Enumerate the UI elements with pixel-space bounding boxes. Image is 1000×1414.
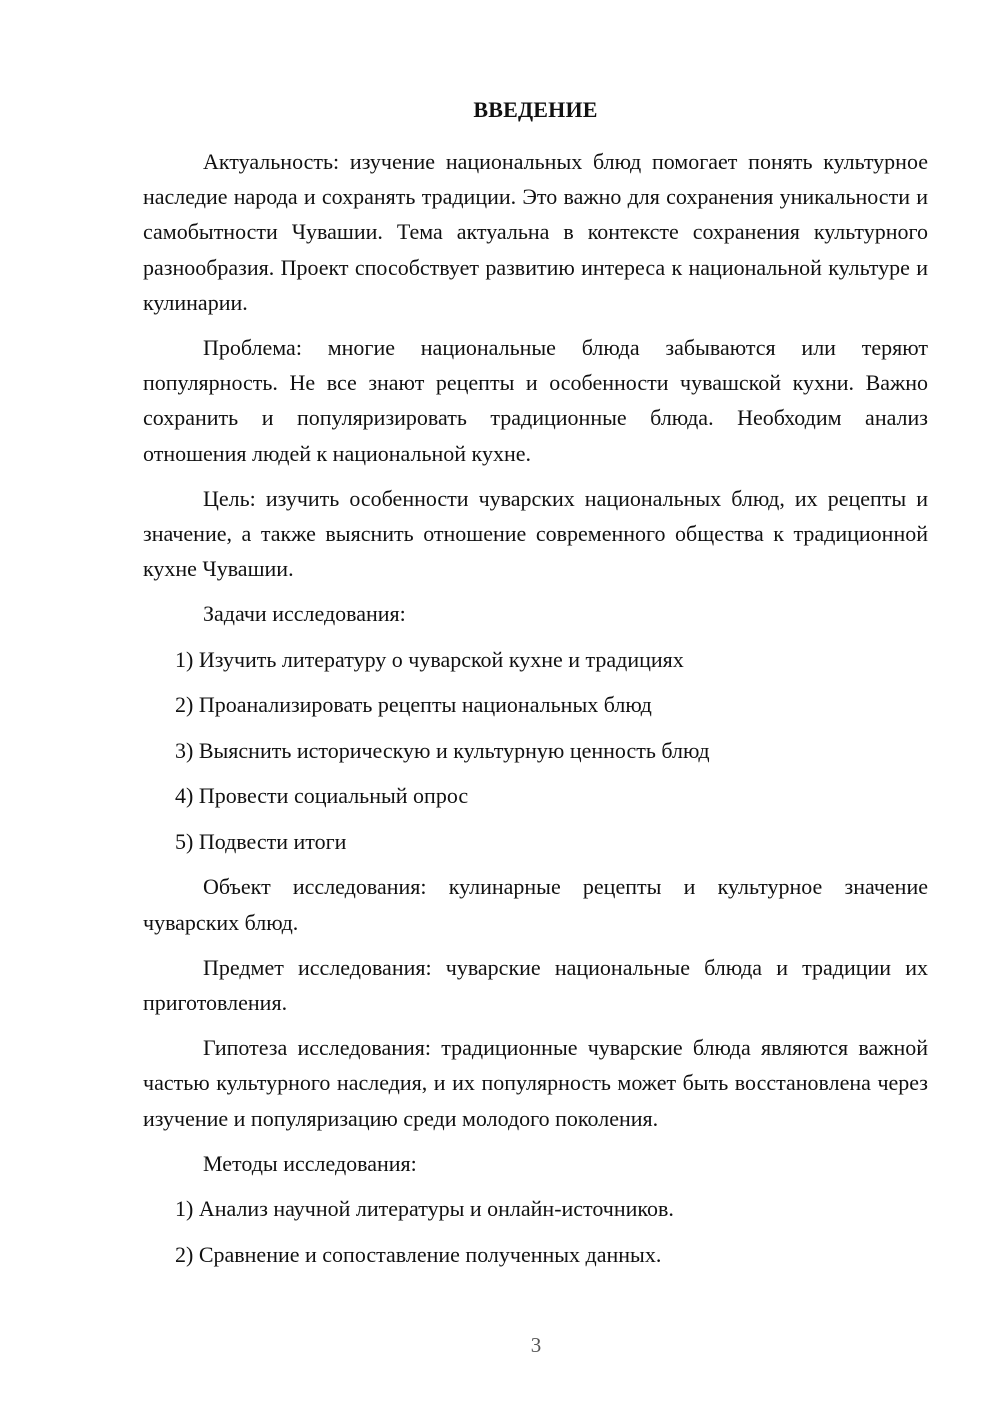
relevance-paragraph: Актуальность: изучение национальных блюд помогает понять культурное наследие народа и сохранять традиции. Это важно для сохранения уникальности и самобытности Чувашии. Тема актуальна в контексте сохранения культурного разнообразия. Проект способствует развитию интереса к национальной культуре и кулинарии.	[143, 149, 928, 315]
subject-paragraph: Предмет исследования: чуварские национальные блюда и традиции их приготовления.	[143, 954, 928, 1016]
goal-paragraph: Цель: изучить особенности чуварских национальных блюд, их рецепты и значение, а также выяснить отношение современного общества к традиционной кухне Чувашии.	[143, 485, 928, 582]
task-item: 1) Изучить литературу о чуварской кухне и традициях	[175, 646, 684, 672]
tasks-list	[143, 642, 928, 859]
method-item: 2) Сравнение и сопоставление полученных данных.	[175, 1241, 662, 1267]
task-item: 4) Провести социальный опрос	[175, 783, 469, 809]
document-page	[143, 94, 928, 1282]
page-title: ВВЕДЕНИЕ	[473, 97, 598, 122]
page-number: 3	[530, 1333, 542, 1357]
methods-heading: Методы исследования:	[203, 1150, 417, 1176]
object-paragraph: Объект исследования: кулинарные рецепты и культурное значение чуварских блюд.	[143, 874, 928, 935]
method-item: 1) Анализ научной литературы и онлайн-источников.	[175, 1196, 674, 1222]
task-item: 5) Подвести итоги	[175, 828, 347, 854]
hypothesis-paragraph: Гипотеза исследования: традиционные чуварские блюда являются важной частью культурного наследия, и их популярность может быть восстановлена через изучение и популяризацию среди молодого поколения.	[143, 1035, 928, 1131]
task-item: 2) Проанализировать рецепты национальных блюд	[175, 692, 652, 718]
tasks-heading: Задачи исследования:	[203, 601, 406, 627]
task-item: 3) Выяснить историческую и культурную ценность блюд	[175, 737, 710, 763]
problem-paragraph: Проблема: многие национальные блюда забываются или теряют популярность. Не все знают рецепты и особенности чувашской кухни. Важно сохранить и популяризировать традиционные блюда. Необходим анализ отношения людей к национальной кухне.	[143, 335, 928, 466]
methods-list	[143, 1191, 928, 1272]
